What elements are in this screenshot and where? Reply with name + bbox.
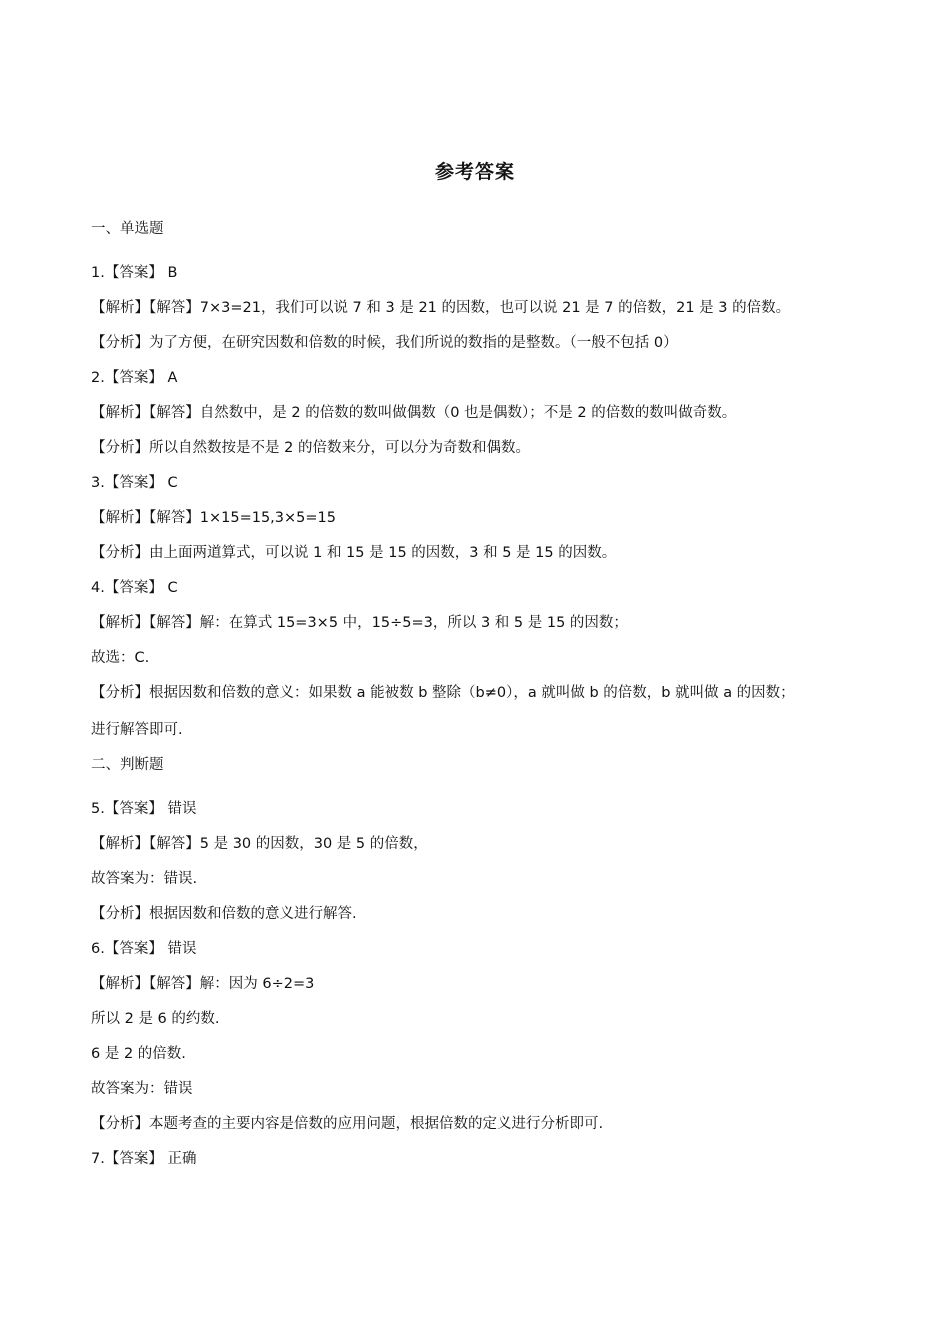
analysis-line: 【解析】【解答】解：因为 6÷2=3 [91, 976, 315, 992]
page-title: 参考答案 [434, 161, 515, 183]
analysis-line: 故答案为：错误 [91, 1081, 193, 1097]
answer-line: 2.【答案】 A [91, 370, 178, 386]
analysis-line: 【解析】【解答】1×15=15,3×5=15 [91, 510, 336, 526]
answer-content [91, 218, 881, 1170]
analysis-line: 【分析】根据因数和倍数的意义：如果数 a 能被数 b 整除（b≠0），a 就叫做 b 的倍数，b 就叫做 a 的因数； [91, 685, 795, 701]
analysis-line: 【分析】为了方便，在研究因数和倍数的时候，我们所说的数指的是整数。（一般不包括 0） [91, 335, 678, 351]
answer-line: 4.【答案】 C [91, 580, 178, 596]
analysis-line: 故选：C. [91, 650, 150, 666]
analysis-line: 【分析】本题考查的主要内容是倍数的应用问题，根据倍数的定义进行分析即可. [91, 1116, 604, 1132]
analysis-line: 【解析】【解答】解：在算式 15=3×5 中，15÷5=3，所以 3 和 5 是 15 的因数； [91, 615, 628, 631]
analysis-line: 【分析】根据因数和倍数的意义进行解答. [91, 906, 357, 922]
analysis-line: 进行解答即可. [91, 722, 183, 738]
analysis-line: 【分析】所以自然数按是不是 2 的倍数来分，可以分为奇数和偶数。 [91, 440, 530, 456]
analysis-line: 6 是 2 的倍数. [91, 1046, 186, 1062]
answer-line: 3.【答案】 C [91, 475, 178, 491]
section-heading-true-false: 二、判断题 [91, 757, 164, 773]
analysis-line: 故答案为：错误. [91, 871, 198, 887]
answer-line: 1.【答案】 B [91, 265, 178, 281]
answer-line: 6.【答案】 错误 [91, 941, 197, 957]
analysis-line: 【分析】由上面两道算式，可以说 1 和 15 是 15 的因数，3 和 5 是 15 的因数。 [91, 545, 617, 561]
section-heading-single-choice: 一、单选题 [91, 221, 164, 237]
answer-line: 5.【答案】 错误 [91, 801, 197, 817]
analysis-line: 【解析】【解答】7×3=21，我们可以说 7 和 3 是 21 的因数，也可以说 21 是 7 的倍数，21 是 3 的倍数。 [91, 300, 791, 316]
analysis-line: 所以 2 是 6 的约数. [91, 1011, 220, 1027]
analysis-line: 【解析】【解答】5 是 30 的因数，30 是 5 的倍数， [91, 836, 428, 852]
analysis-line: 【解析】【解答】自然数中，是 2 的倍数的数叫做偶数（0 也是偶数）；不是 2 的倍数的数叫做奇数。 [91, 405, 737, 421]
answer-line: 7.【答案】 正确 [91, 1151, 197, 1167]
